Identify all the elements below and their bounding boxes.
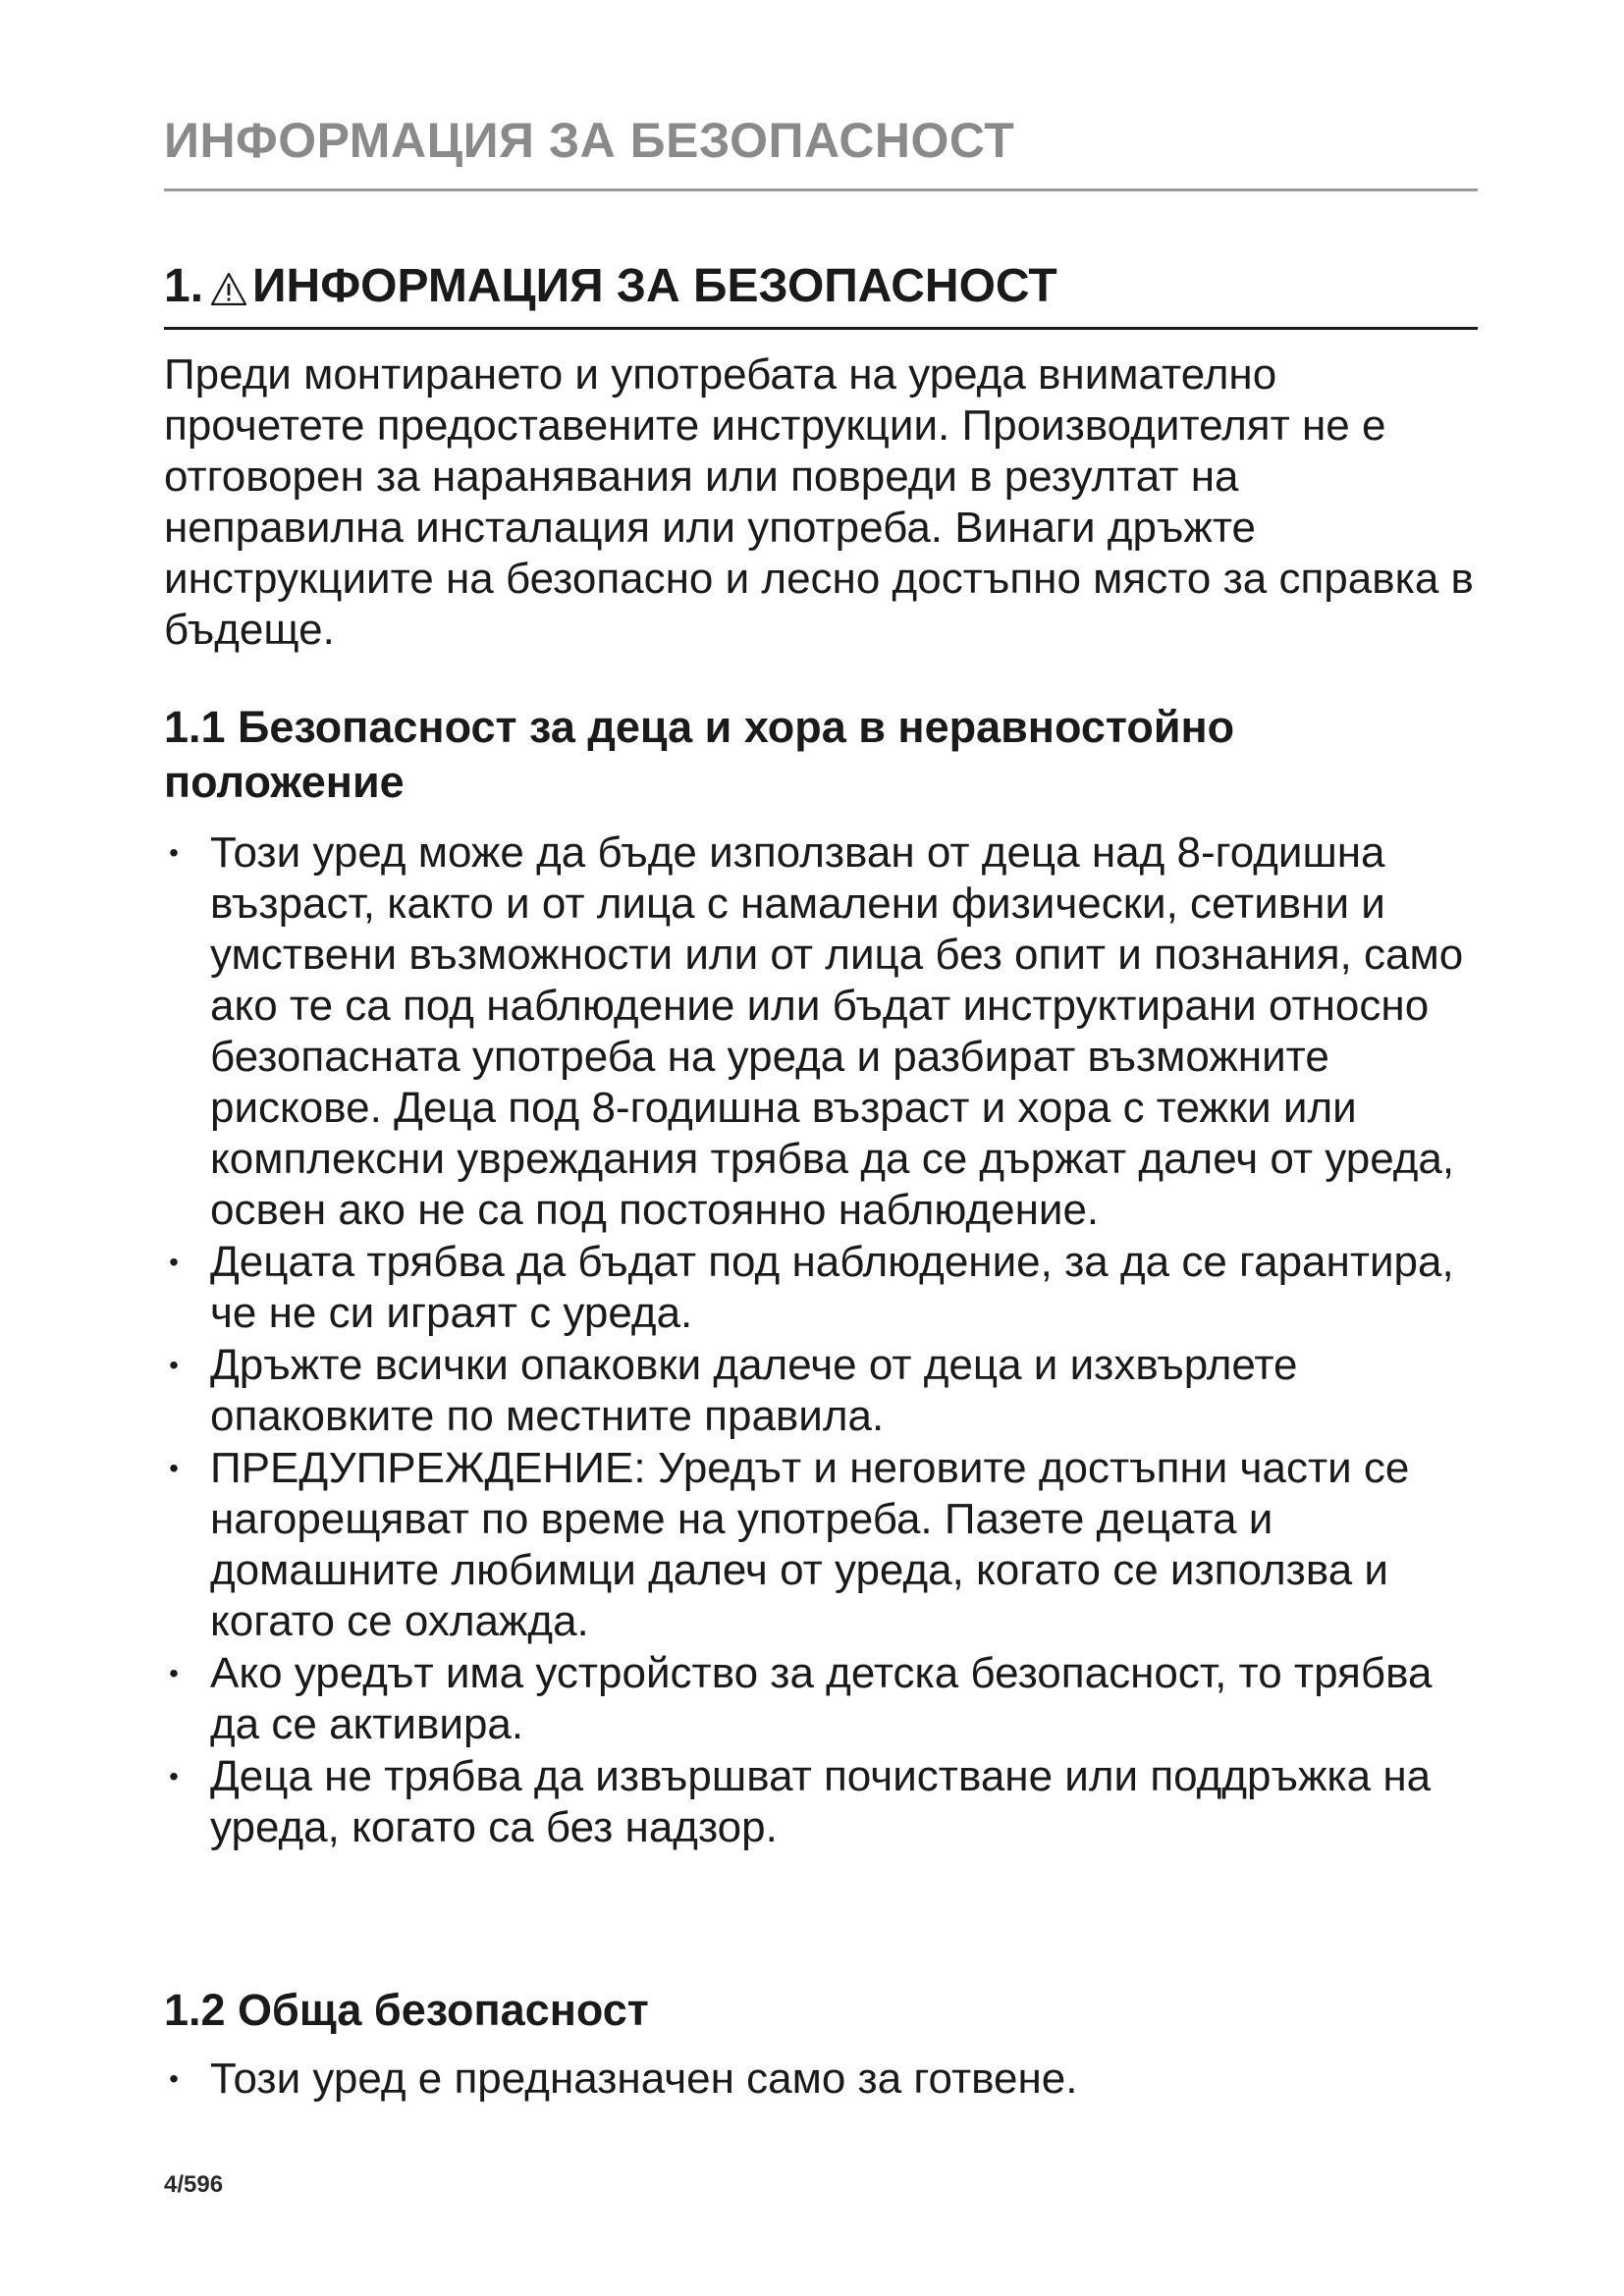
list-item	[164, 828, 1478, 1236]
section-1-rule	[164, 327, 1478, 330]
section-1	[164, 261, 1478, 656]
list-item-text: Този уред е предназначен само за готвене.	[210, 2055, 1078, 2103]
section-1-1	[164, 700, 1478, 1854]
bullet-dot-icon: •	[169, 1350, 179, 1380]
list-item	[164, 1648, 1478, 1750]
section-1-intro: Преди монтирането и употребата на уреда внимателно прочетете предоставените инструкции. Производителят не е отговорен за наранявания или повреди в резултат на неправилна инсталация или употреба. Винаги дръжте инструкциите на безопасно и лесно достъпно място за справка в бъдеще.	[164, 349, 1474, 654]
section-1-1-title: 1.1 Безопасност за деца и хора в неравностойно положение	[164, 702, 1235, 807]
bullet-dot-icon: •	[169, 1453, 179, 1483]
section-1-title: ИНФОРМАЦИЯ ЗА БЕЗОПАСНОСТ	[252, 260, 1057, 312]
list-item	[164, 1340, 1478, 1442]
bullet-dot-icon: •	[169, 2063, 179, 2094]
list-item-text: Ако уредът има устройство за детска безопасност, то трябва да се активира.	[210, 1649, 1433, 1748]
warning-triangle-icon	[209, 270, 248, 309]
list-item	[164, 1751, 1478, 1853]
section-1-2	[164, 1983, 1478, 2106]
list-item-text: Този уред може да бъде използван от деца над 8-годишна възраст, както и от лица с намалени физически, сетивни и умствени възможности или от лица без опит и познания, само ако те са под наблюдение или бъдат инструктирани относно безопасната употреба на уреда и разбират възможните рискове. Деца под 8-годишна възраст и хора с тежки или комплексни увреждания трябва да се държат далеч от уреда, освен ако не са под постоянно наблюдение.	[210, 828, 1464, 1234]
bullet-dot-icon: •	[169, 1658, 179, 1688]
bullet-dot-icon: •	[169, 1247, 179, 1277]
section-1-heading	[164, 261, 1478, 313]
list-item-text: Деца не трябва да извършват почистване или поддръжка на уреда, когато са без надзор.	[210, 1752, 1432, 1851]
bullet-dot-icon: •	[169, 837, 179, 868]
section-1-2-title: 1.2 Обща безопасност	[164, 1985, 649, 2035]
section-1-number: 1.	[164, 260, 204, 312]
running-header-title: ИНФОРМАЦИЯ ЗА БЕЗОПАСНОСТ	[164, 113, 1015, 168]
bullet-dot-icon: •	[169, 1761, 179, 1791]
running-header-rule	[164, 188, 1478, 191]
list-item-text: Децата трябва да бъдат под наблюдение, за да се гарантира, че не си играят с уреда.	[210, 1238, 1454, 1337]
section-1-1-list	[164, 828, 1478, 1853]
section-1-2-list	[164, 2054, 1478, 2105]
list-item	[164, 2054, 1478, 2105]
list-item	[164, 1443, 1478, 1647]
page-number: 4/596	[164, 2171, 224, 2198]
list-item-text: Дръжте всички опаковки далече от деца и изхвърлете опаковките по местните правила.	[210, 1341, 1298, 1440]
list-item-text: ПРЕДУПРЕЖДЕНИЕ: Уредът и неговите достъпни части се нагорещяват по време на употреба. Пазете децата и домашните любимци далеч от уреда, когато се използва и когато се охлажда.	[210, 1444, 1410, 1645]
running-header	[164, 113, 1478, 191]
list-item	[164, 1237, 1478, 1339]
